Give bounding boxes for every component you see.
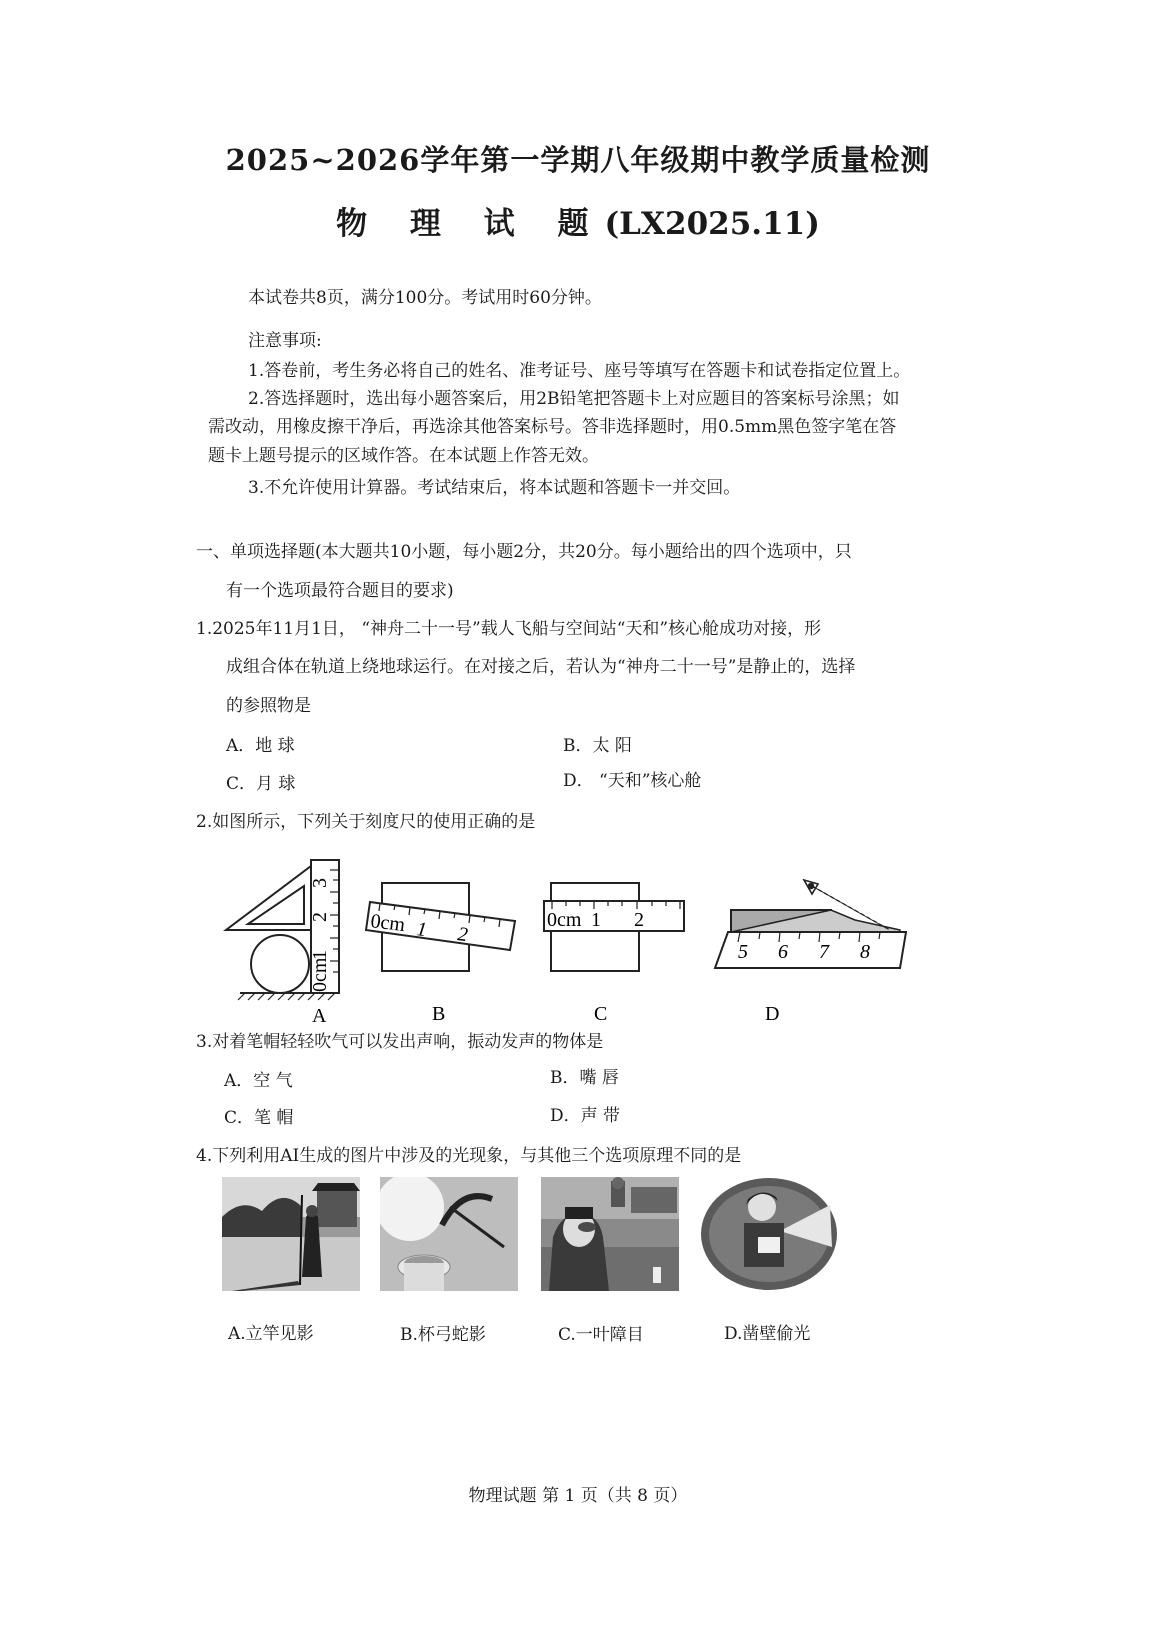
q1-option-c: C．月 球 xyxy=(226,774,296,794)
q4-image-d-light-through-wall xyxy=(700,1177,838,1291)
q4-image-c-leaf-blocks-eye xyxy=(541,1177,679,1291)
eye-icon xyxy=(804,880,818,894)
q1-option-d: D． “天和”核心舱 xyxy=(563,771,702,791)
ruler-a-tick-1: 1 xyxy=(309,950,331,960)
q1-stem-line-3: 的参照物是 xyxy=(226,696,311,716)
note-2-line-2: 需改动，用橡皮擦干净后，再选涂其他答案标号。答非选择题时，用0.5mm黑色签字笔在答 xyxy=(208,417,897,437)
ruler-b-tick-1: 1 xyxy=(415,918,428,942)
ruler-a-tick-2: 2 xyxy=(309,912,331,922)
ruler-c-tick-1: 1 xyxy=(591,909,601,931)
q4-option-d: D.凿壁偷光 xyxy=(724,1324,811,1344)
ruler-b-tick-2: 2 xyxy=(456,923,469,947)
exam-title: 2025~2026学年第一学期八年级期中教学质量检测 xyxy=(225,143,931,177)
note-1: 1.答卷前，考生务必将自己的姓名、准考证号、座号等填写在答题卡和试卷指定位置上。 xyxy=(248,361,911,381)
section-1-heading-line-1: 一、单项选择题(本大题共10小题，每小题2分，共20分。每小题给出的四个选项中，只 xyxy=(196,542,852,562)
ruler-a-tick-3: 3 xyxy=(309,878,331,888)
ruler-a-tick-0: 0cm xyxy=(309,957,331,992)
exam-summary: 本试卷共8页，满分100分。考试用时60分钟。 xyxy=(248,288,602,308)
ruler-c-tick-0: 0cm xyxy=(547,909,582,931)
q2-stem: 2.如图所示，下列关于刻度尺的使用正确的是 xyxy=(196,812,536,832)
page-footer: 物理试题 第 1 页（共 8 页） xyxy=(468,1486,688,1506)
note-2-line-3: 题卡上题号提示的区域作答。在本试题上作答无效。 xyxy=(208,446,599,466)
q1-stem-line-1: 1.2025年11月1日， “神舟二十一号”载人飞船与空间站“天和”核心舱成功对接，形 xyxy=(196,619,822,639)
q4-image-b-bow-in-cup xyxy=(380,1177,518,1291)
note-2-line-1: 2.答选择题时，选出每小题答案后，用2B铅笔把答题卡上对应题目的答案标号涂黑；如 xyxy=(248,389,900,409)
q3-option-d: D．声 带 xyxy=(550,1106,621,1126)
exam-subject xyxy=(0,198,1156,243)
q4-option-b: B.杯弓蛇影 xyxy=(400,1325,486,1345)
q4-option-a: A.立竿见影 xyxy=(228,1324,314,1344)
q4-stem: 4.下列利用AI生成的图片中涉及的光现象，与其他三个选项原理不同的是 xyxy=(196,1146,742,1166)
notes-heading: 注意事项: xyxy=(248,331,322,351)
ruler-d-tick-6: 6 xyxy=(778,941,788,963)
q4-image-a-pole-shadow xyxy=(222,1177,360,1291)
ruler-d-tick-8: 8 xyxy=(860,941,870,963)
ruler-b-tick-0: 0cm xyxy=(369,910,407,937)
exam-code: (LX2025.11) xyxy=(604,206,820,242)
q1-stem-line-2: 成组合体在轨道上绕地球运行。在对接之后，若认为“神舟二十一号”是静止的，选择 xyxy=(226,657,856,677)
q3-option-b: B．嘴 唇 xyxy=(550,1068,619,1088)
q3-stem: 3.对着笔帽轻轻吹气可以发出声响，振动发声的物体是 xyxy=(196,1032,604,1052)
figure-label-c: C xyxy=(594,1003,608,1025)
figure-label-d: D xyxy=(765,1003,780,1025)
q3-option-a: A．空 气 xyxy=(224,1071,293,1091)
section-1-heading-line-2: 有一个选项最符合题目的要求) xyxy=(226,581,454,601)
q1-option-b: B．太 阳 xyxy=(563,736,632,756)
subject-name: 物 理 试 题 xyxy=(336,206,605,242)
ruler-usage-figure xyxy=(200,850,930,1030)
ruler-c-tick-2: 2 xyxy=(634,909,644,931)
ruler-d-tick-7: 7 xyxy=(819,941,829,963)
q3-option-c: C．笔 帽 xyxy=(224,1108,294,1128)
note-3: 3.不允许使用计算器。考试结束后，将本试题和答题卡一并交回。 xyxy=(248,478,741,498)
figure-label-b: B xyxy=(432,1003,446,1025)
ruler-d-tick-5: 5 xyxy=(738,941,748,963)
q1-option-a: A．地 球 xyxy=(226,736,295,756)
q4-option-c: C.一叶障目 xyxy=(558,1325,644,1345)
figure-label-a: A xyxy=(312,1005,327,1027)
